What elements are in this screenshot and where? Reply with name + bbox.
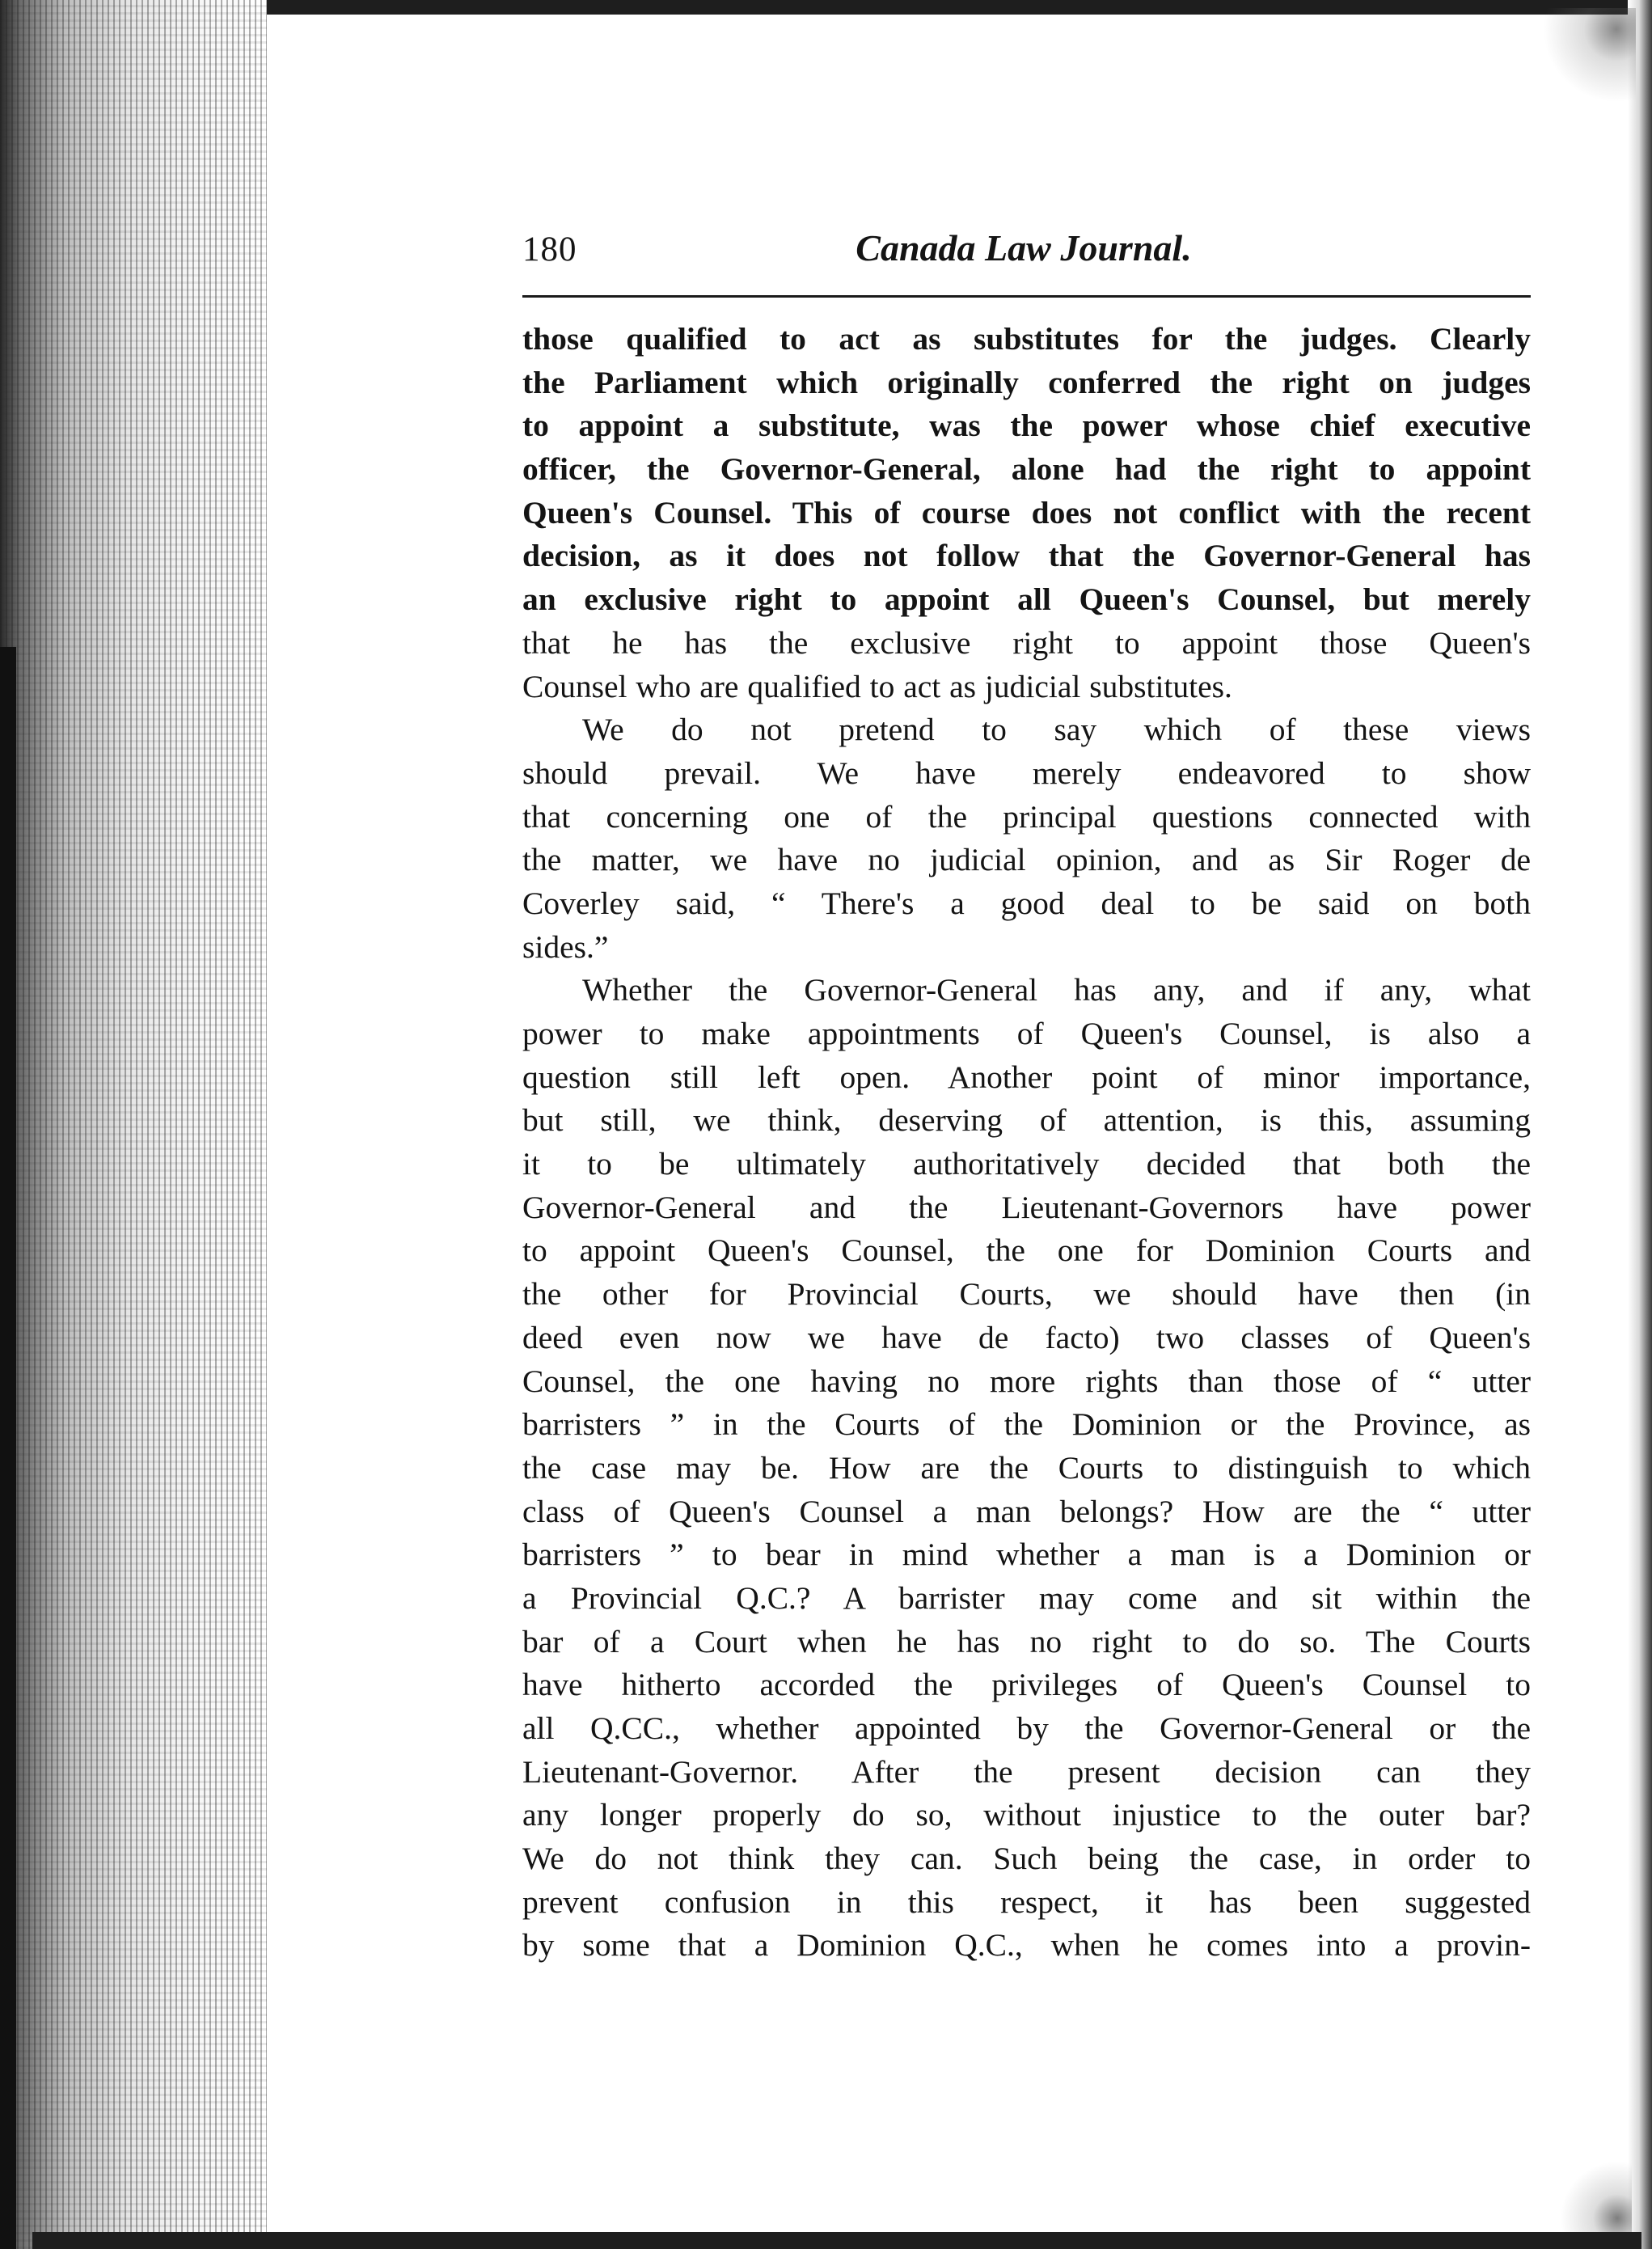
text-line: all Q.CC., whether appointed by the Governor-General or the xyxy=(522,1710,1531,1746)
paragraph-2 xyxy=(522,708,1531,969)
text-line: the other for Provincial Courts, we should have then (in xyxy=(522,1276,1531,1313)
text-line: those qualified to act as substitutes for the judges. Clearly xyxy=(522,321,1531,357)
text-line: prevent confusion in this respect, it has been suggested xyxy=(522,1883,1531,1920)
text-line: sides.” xyxy=(522,928,609,965)
text-line: officer, the Governor-General, alone had the right to appoint xyxy=(522,451,1531,488)
text-line: power to make appointments of Queen's Counsel, is also a xyxy=(522,1016,1531,1051)
text-line: barristers ” in the Courts of the Dominion or the Province, as xyxy=(522,1406,1531,1443)
text-line: Whether the Governor-General has any, and if any, what xyxy=(582,972,1531,1008)
text-line: class of Queen's Counsel a man belongs? How are the “ utter xyxy=(522,1493,1531,1529)
scan-border-top xyxy=(32,0,1641,15)
text-line: should prevail. We have merely endeavored to show xyxy=(522,755,1531,791)
scan-smudge-top-right xyxy=(1539,8,1636,113)
text-line: decision, as it does not follow that the Governor-General has xyxy=(522,538,1531,574)
scan-border-bottom xyxy=(32,2232,1641,2249)
text-line: that he has the exclusive right to appoint those Queen's xyxy=(522,624,1531,661)
text-line: the matter, we have no judicial opinion, and as Sir Roger de xyxy=(522,842,1531,878)
text-line: Counsel who are qualified to act as judicial substitutes. xyxy=(522,668,1232,704)
text-line: We do not think they can. Such being the case, in order to xyxy=(522,1841,1531,1877)
text-line: the case may be. How are the Courts to distinguish to which xyxy=(522,1449,1531,1486)
page-number: 180 xyxy=(522,230,577,268)
text-line: but still, we think, deserving of attention, is this, assuming xyxy=(522,1102,1531,1139)
text-line: Queen's Counsel. This of course does not conflict with the recent xyxy=(522,494,1531,531)
running-title: Canada Law Journal. xyxy=(856,227,1192,268)
book-binding-shadow xyxy=(0,0,267,2249)
text-line: Counsel, the one having no more rights than those of “ utter xyxy=(522,1363,1531,1399)
text-line: to appoint a substitute, was the power whose chief executive xyxy=(522,408,1531,444)
text-line: a Provincial Q.C.? A barrister may come and sit within the xyxy=(522,1579,1531,1616)
header-rule xyxy=(522,295,1531,298)
text-line: the Parliament which originally conferred the right on judges xyxy=(522,364,1531,400)
page-edge-right xyxy=(1628,0,1652,2249)
text-line: bar of a Court when he has no right to do so. The Courts xyxy=(522,1623,1531,1659)
text-line: any longer properly do so, without injustice to the outer bar? xyxy=(522,1797,1531,1833)
text-line: it to be ultimately authoritatively decided that both the xyxy=(522,1146,1531,1182)
text-line: We do not pretend to say which of these views xyxy=(582,712,1531,748)
text-line: Lieutenant-Governor. After the present decision can they xyxy=(522,1753,1531,1790)
text-line: have hitherto accorded the privileges of Queen's Counsel to xyxy=(522,1667,1531,1703)
text-line: an exclusive right to appoint all Queen's Counsel, but merely xyxy=(522,581,1531,618)
text-line: Coverley said, “ There's a good deal to be said on both xyxy=(522,885,1531,921)
paragraph-1 xyxy=(522,318,1531,708)
text-line: to appoint Queen's Counsel, the one for Dominion Courts and xyxy=(522,1232,1531,1269)
text-line: question still left open. Another point of minor importance, xyxy=(522,1059,1531,1095)
text-line: barristers ” to bear in mind whether a man is a Dominion or xyxy=(522,1537,1531,1573)
article-body xyxy=(522,318,1531,1968)
paragraph-3 xyxy=(522,969,1531,1968)
binding-edge-strip xyxy=(0,647,16,2249)
text-line: Governor-General and the Lieutenant-Governors have power xyxy=(522,1189,1531,1225)
scan-smudge-bottom-right xyxy=(1559,2160,1632,2233)
page-header xyxy=(522,226,1531,275)
text-line: by some that a Dominion Q.C., when he comes into a provin- xyxy=(522,1927,1531,1964)
text-line: that concerning one of the principal questions connected with xyxy=(522,798,1531,835)
text-line: deed even now we have de facto) two classes of Queen's xyxy=(522,1319,1531,1355)
